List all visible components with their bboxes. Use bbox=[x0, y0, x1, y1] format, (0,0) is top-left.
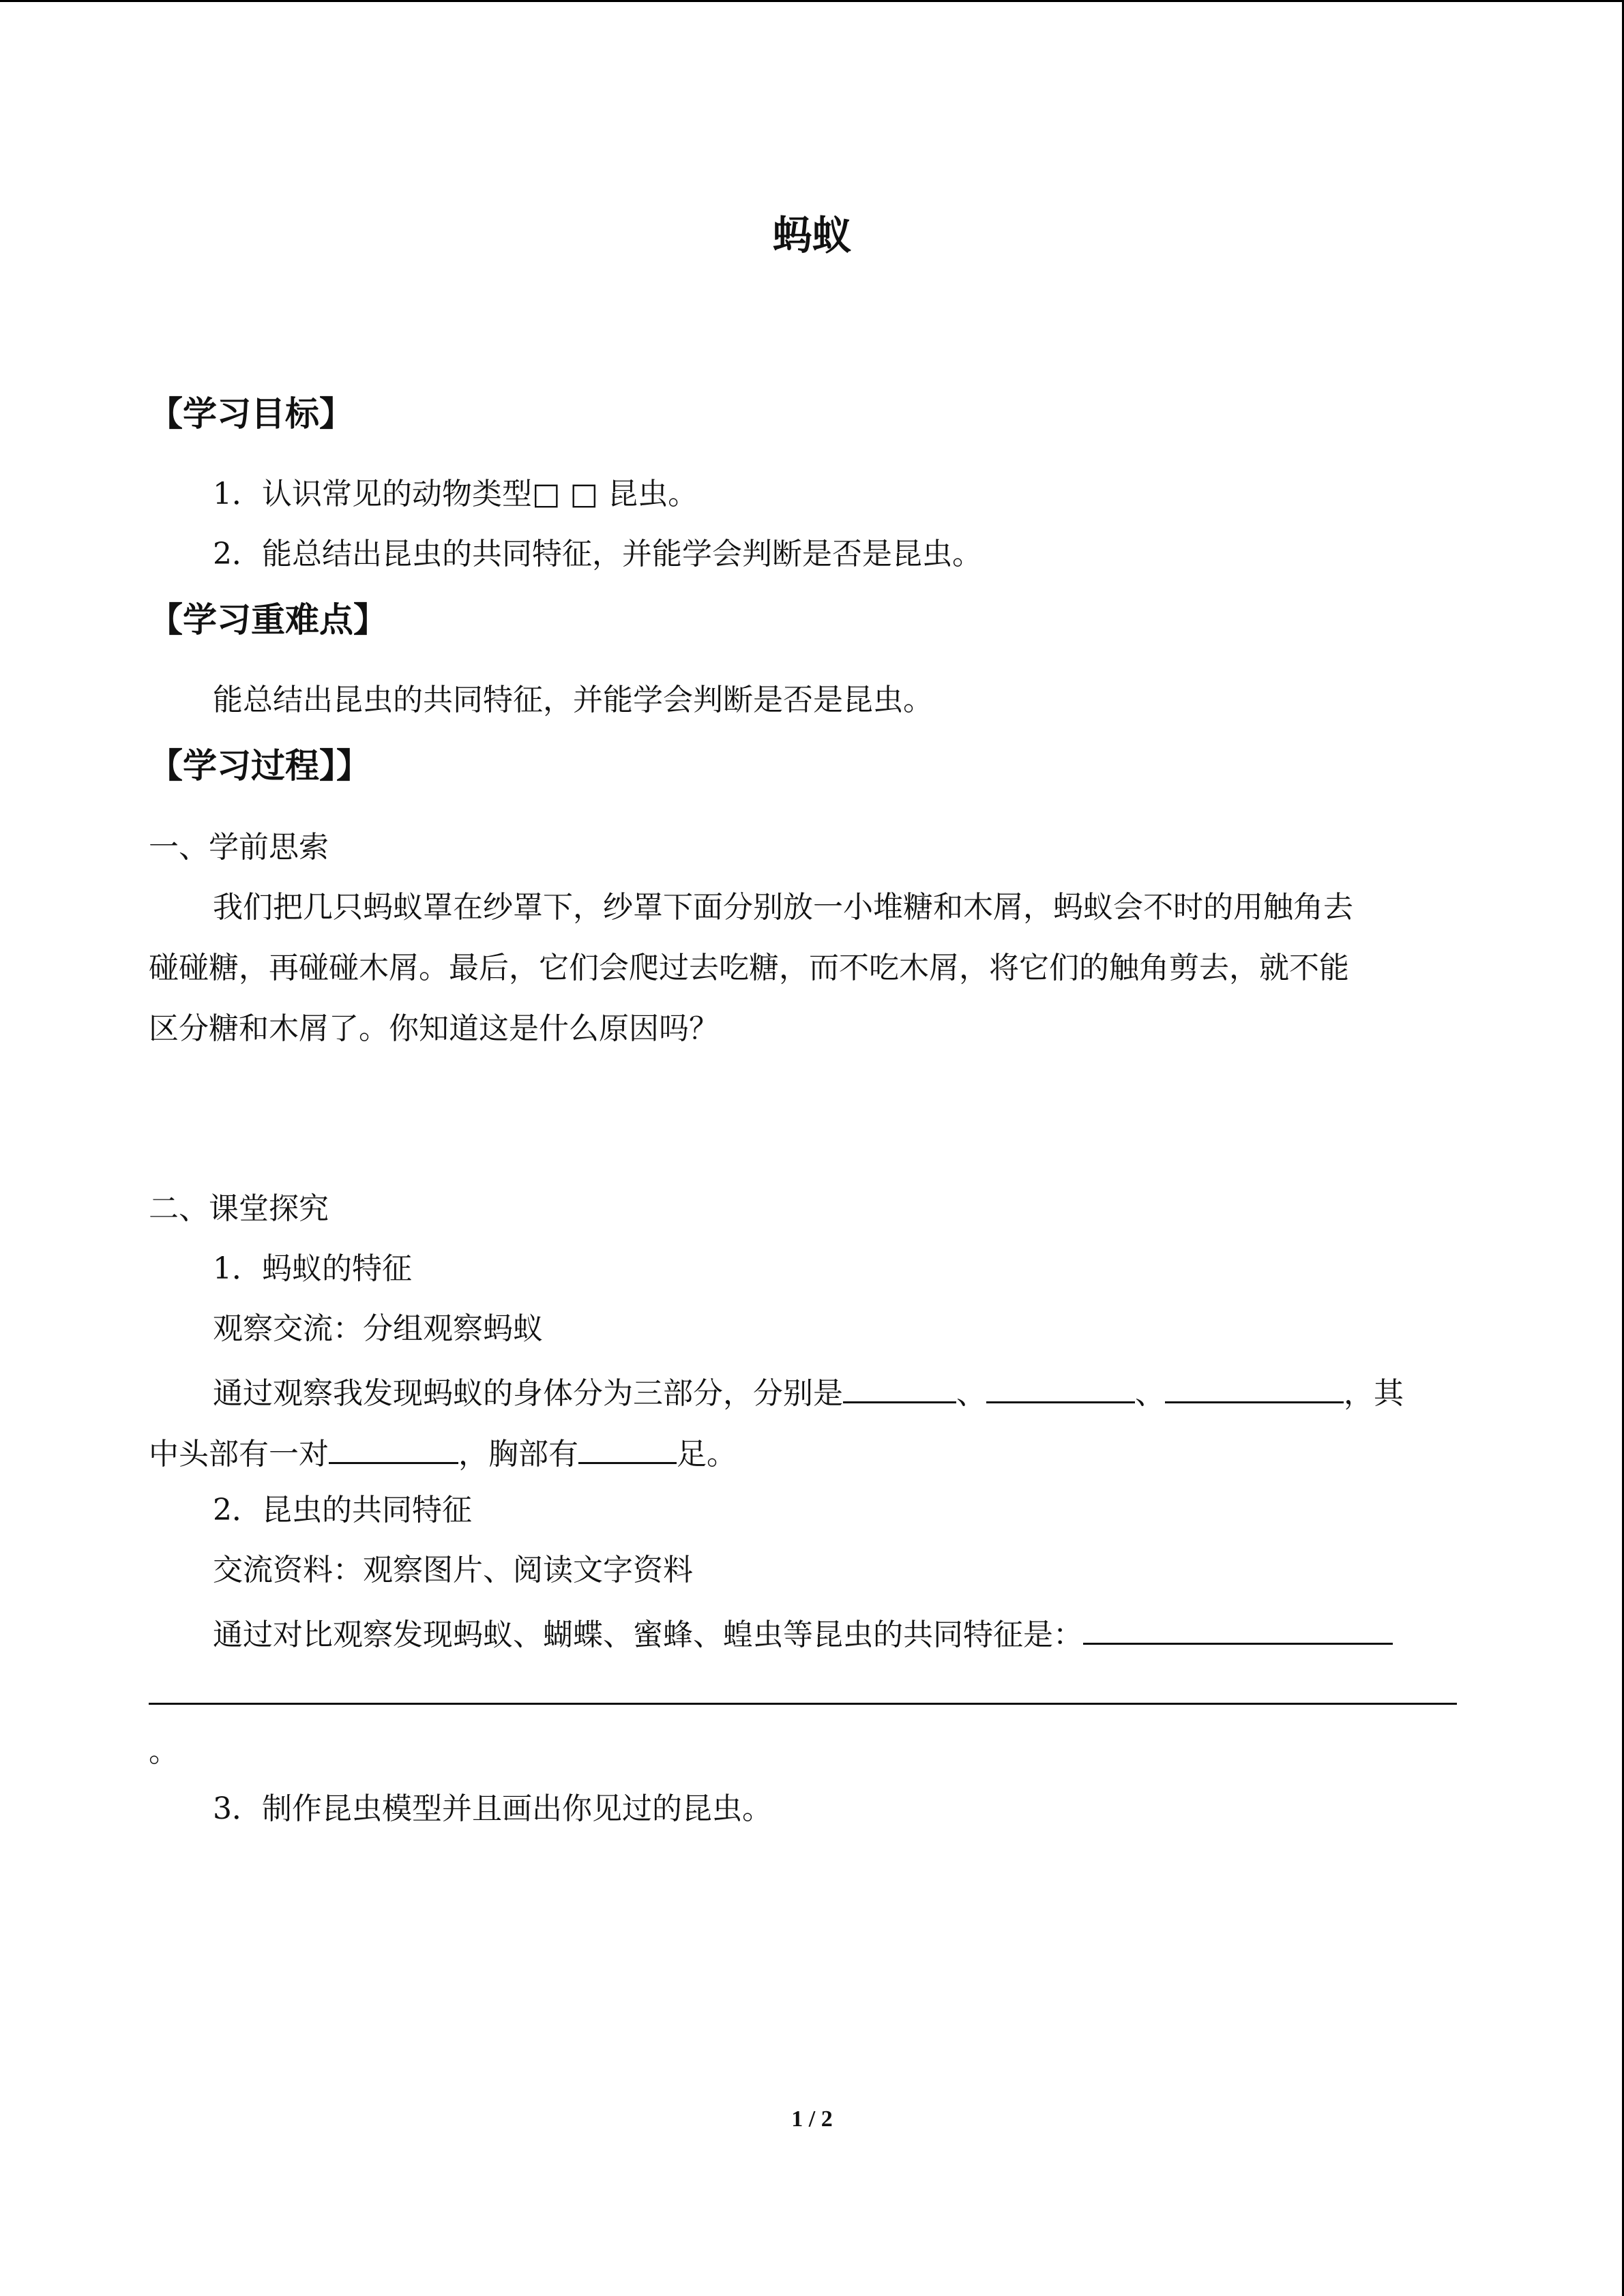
body-part-blank-1[interactable] bbox=[843, 1369, 956, 1403]
head-feature-blank[interactable] bbox=[329, 1429, 458, 1464]
item1-fill-line-2-end: 足。 bbox=[677, 1437, 737, 1472]
separator-1: 、 bbox=[956, 1376, 986, 1411]
process-heading: 【学习过程】】 bbox=[149, 746, 370, 786]
page-border-top bbox=[0, 0, 1624, 2]
item2-title: 2．昆虫的共同特征 bbox=[213, 1493, 472, 1527]
section1-paragraph-line-1: 我们把几只蚂蚁罩在纱罩下，纱罩下面分别放一小堆糖和木屑，蚂蚁会不时的用触角去 bbox=[213, 890, 1353, 925]
item3-title: 3．制作昆虫模型并且画出你见过的昆虫。 bbox=[213, 1791, 772, 1826]
item1-fill-line-2-mid: ，胸部有 bbox=[458, 1437, 578, 1472]
common-feature-blank[interactable] bbox=[1083, 1610, 1393, 1645]
key-points-heading: 【学习重难点】 bbox=[149, 600, 387, 640]
item2-end-mark: 。 bbox=[149, 1734, 179, 1769]
item1-fill-line-1-text: 通过观察我发现蚂蚁的身体分为三部分，分别是 bbox=[213, 1376, 843, 1411]
item2-fill-line bbox=[213, 1610, 1393, 1656]
page-number: 1 / 2 bbox=[791, 2106, 833, 2132]
section1-paragraph-line-3: 区分糖和木屑了。你知道这是什么原因吗？ bbox=[149, 1011, 719, 1046]
objectives-heading: 【学习目标】 bbox=[149, 394, 353, 434]
item1-title: 1．蚂蚁的特征 bbox=[213, 1251, 412, 1286]
section2-title: 二、课堂探究 bbox=[149, 1191, 329, 1226]
objective-item-1: 1．认识常见的动物类型□ □ 昆虫。 bbox=[213, 477, 698, 511]
section1-title: 一、学前思索 bbox=[149, 830, 329, 865]
item1-fill-line-2 bbox=[149, 1429, 737, 1476]
leg-count-blank[interactable] bbox=[578, 1429, 677, 1464]
section1-paragraph-line-2: 碰碰糖，再碰碰木屑。最后，它们会爬过去吃糖，而不吃木屑，将它们的触角剪去，就不能 bbox=[149, 951, 1349, 985]
item2-fill-line-text: 通过对比观察发现蚂蚁、蝴蝶、蜜蜂、蝗虫等昆虫的共同特征是： bbox=[213, 1617, 1083, 1652]
objective-item-2: 2．能总结出昆虫的共同特征，并能学会判断是否是昆虫。 bbox=[213, 537, 982, 571]
item1-fill-line-1 bbox=[213, 1369, 1404, 1415]
item1-fill-line-1-end: ，其 bbox=[1344, 1376, 1404, 1411]
body-part-blank-3[interactable] bbox=[1165, 1369, 1344, 1403]
item1-fill-line-2-text: 中头部有一对 bbox=[149, 1437, 329, 1472]
key-points-text: 能总结出昆虫的共同特征，并能学会判断是否是昆虫。 bbox=[213, 683, 933, 717]
separator-2: 、 bbox=[1135, 1376, 1165, 1411]
answer-line[interactable] bbox=[149, 1703, 1457, 1705]
body-part-blank-2[interactable] bbox=[986, 1369, 1135, 1403]
document-title: 蚂蚁 bbox=[772, 212, 852, 258]
item2-subtitle: 交流资料：观察图片、阅读文字资料 bbox=[213, 1553, 693, 1587]
item1-subtitle: 观察交流：分组观察蚂蚁 bbox=[213, 1311, 543, 1346]
